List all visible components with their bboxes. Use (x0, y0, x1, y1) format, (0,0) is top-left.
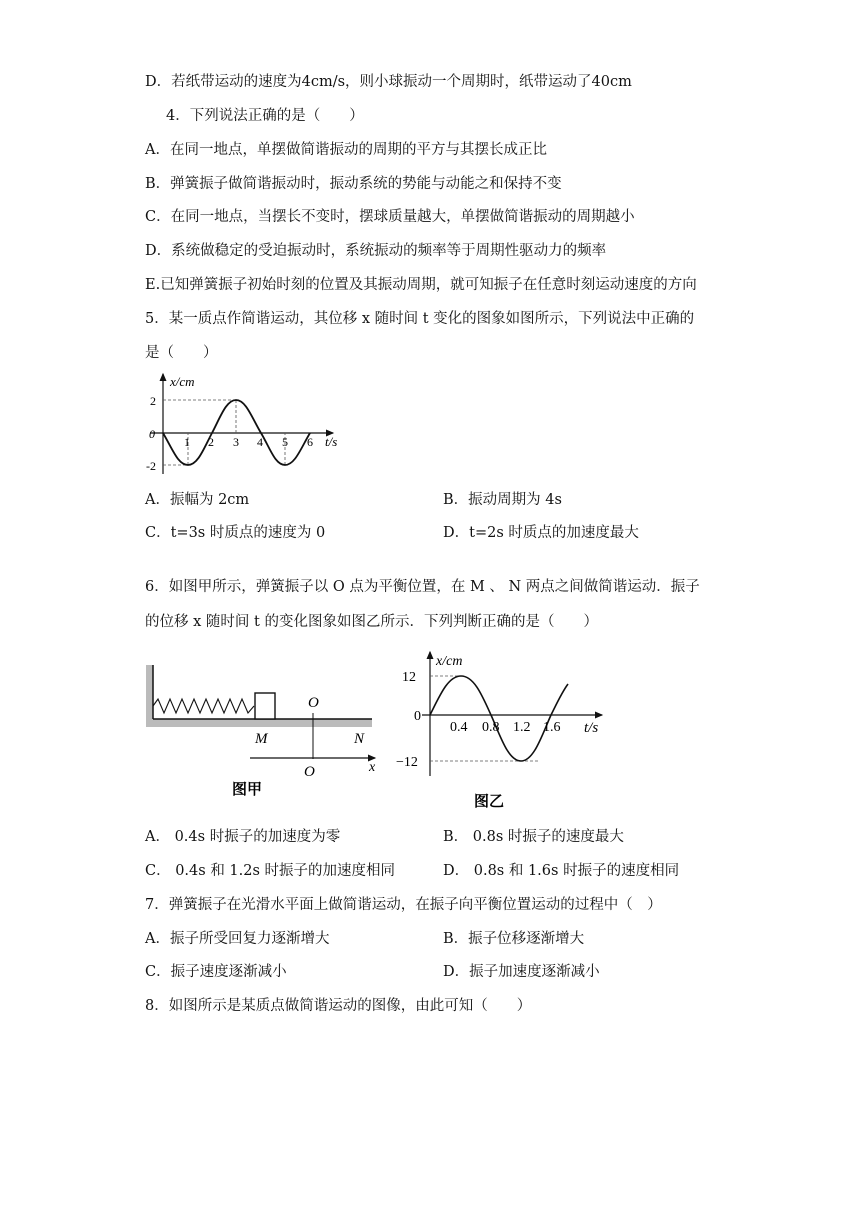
q6yi-origin: 0 (414, 709, 421, 724)
q3-option-d: D．若纸带运动的速度为4cm/s，则小球振动一个周期时，纸带运动了40cm (145, 74, 632, 90)
q7-stem: 7．弹簧振子在光滑水平面上做简谐运动，在振子向平衡位置运动的过程中（ ） (145, 897, 662, 913)
q4-option-e: E.已知弹簧振子初始时刻的位置及其振动周期，就可知振子在任意时刻运动速度的方向 (145, 277, 697, 293)
q6-label-o-top: O (308, 695, 319, 711)
q6-block (255, 693, 275, 719)
q4-option-c: C．在同一地点，当摆长不变时，摆球质量越大，单摆做简谐振动的周期越小 (145, 209, 635, 225)
q5-option-c: C．t=3s 时质点的速度为 0 (145, 525, 326, 541)
q5-stem-line1: 5．某一质点作简谐运动，其位移 x 随时间 t 变化的图象如图所示，下列说法中正确的 (145, 311, 695, 327)
q6-label-m: M (255, 731, 268, 747)
q5-xlabel: t/s (325, 434, 338, 449)
q5-option-a: A．振幅为 2cm (145, 492, 250, 508)
q6-label-n: N (354, 731, 365, 747)
q4-option-a: A．在同一地点，单摆做简谐振动的周期的平方与其摆长成正比 (145, 142, 547, 158)
q6-caption-jia: 图甲 (232, 780, 263, 798)
q6-option-a: A． 0.4s 时振子的加速度为零 (145, 829, 341, 845)
q6-wall (146, 665, 153, 727)
q7-option-d: D．振子加速度逐渐减小 (443, 964, 600, 980)
q6yi-xtick-08: 0.8 (482, 720, 500, 735)
q7-option-a: A．振子所受回复力逐渐增大 (145, 931, 330, 947)
q5-ytick-2: 2 (150, 394, 156, 408)
q6-option-c: C． 0.4s 和 1.2s 时振子的加速度相同 (145, 863, 396, 879)
q6yi-xtick-12: 1.2 (513, 720, 531, 735)
q5-displacement-graph (140, 368, 360, 480)
q6yi-ylabel: x/cm (436, 654, 463, 669)
q6yi-xtick-04: 0.4 (450, 720, 468, 735)
q4-option-b: B．弹簧振子做简谐振动时，振动系统的势能与动能之和保持不变 (145, 176, 562, 192)
q5-xtick-4: 4 (257, 435, 263, 449)
q5-ylabel: x/cm (170, 374, 195, 389)
q6-option-d: D． 0.8s 和 1.6s 时振子的速度相同 (443, 863, 680, 879)
q5-stem-line2: 是（ ） (145, 345, 218, 361)
q6yi-ytick-neg12: −12 (396, 755, 418, 770)
q4-option-d: D．系统做稳定的受迫振动时，系统振动的频率等于周期性驱动力的频率 (145, 243, 607, 259)
q5-option-b: B．振动周期为 4s (443, 492, 562, 508)
q5-xtick-3: 3 (233, 435, 239, 449)
q5-xtick-2: 2 (208, 435, 214, 449)
q6-option-b: B． 0.8s 时振子的速度最大 (443, 829, 624, 845)
q6-label-o-axis: O (304, 764, 315, 780)
q8-stem: 8．如图所示是某质点做简谐运动的图像，由此可知（ ） (145, 998, 532, 1014)
q5-ytick-neg2: -2 (146, 459, 156, 473)
q5-xtick-6: 6 (307, 435, 313, 449)
q6-caption-yi: 图乙 (474, 792, 505, 810)
q7-option-c: C．振子速度逐渐减小 (145, 964, 287, 980)
q6-stem-line2: 的位移 x 随时间 t 的变化图象如图乙所示．下列判断正确的是（ ） (145, 614, 598, 630)
q6-axis-x-label: x (369, 760, 376, 775)
q7-option-b: B．振子位移逐渐增大 (443, 931, 585, 947)
q6-figure-jia (140, 655, 390, 805)
q5-option-d: D．t=2s 时质点的加速度最大 (443, 525, 639, 541)
q6yi-xtick-16: 1.6 (543, 720, 561, 735)
q6yi-sine-curve (430, 676, 568, 761)
q6-floor (146, 719, 372, 727)
q5-xtick-5: 5 (282, 435, 288, 449)
q6-spring (153, 699, 254, 713)
q6-figure-yi (392, 648, 622, 810)
q6yi-ytick-12: 12 (402, 670, 416, 685)
q5-xtick-1: 1 (184, 435, 190, 449)
q6yi-xlabel: t/s (584, 720, 599, 736)
q6-stem-line1: 6．如图甲所示，弹簧振子以 O 点为平衡位置，在 M 、 N 两点之间做简谐运动．振子 (145, 579, 700, 595)
q5-origin: 0 (149, 427, 155, 441)
q4-stem: 4．下列说法正确的是（ ） (166, 108, 364, 124)
